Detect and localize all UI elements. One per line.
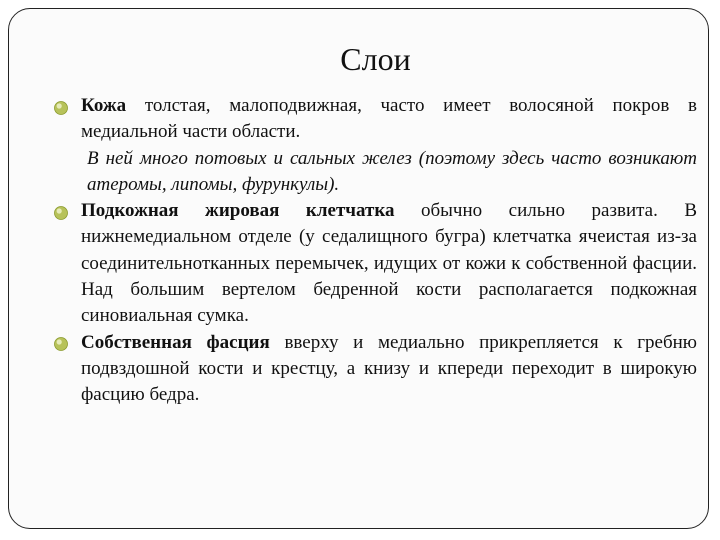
item-heading: Кожа: [81, 95, 127, 116]
bullet-item-fascia: [81, 330, 697, 409]
slide-frame: [8, 8, 709, 529]
item-text: вверху и медиально прикрепляется к гребню подвздошной кости и крестцу, а книзу и кпереди переходит в широкую фасцию бедра.: [81, 331, 697, 406]
item-text: толстая, малоподвижная, часто имеет волосяной покров в медиальной части области.: [81, 95, 697, 143]
bullet-icon: [54, 101, 68, 115]
bullet-icon: [54, 206, 68, 220]
bullet-item-subcutaneous-fat: [81, 198, 697, 329]
bullet-list: [81, 93, 697, 409]
item-heading: Собственная фасция: [81, 331, 270, 353]
item-text: обычно сильно развита. В нижнемедиальном отделе (у седалищного бугра) клетчатка ячеистая из-за соединительнотканных перемычек, идущих от кожи к собственной фасции. Над большим вертелом бедренной кости располагается подкожная синовиальная сумка.: [81, 200, 697, 327]
slide-title: Слои: [340, 41, 411, 77]
bullet-icon: [54, 337, 68, 351]
item-note: В ней много потовых и сальных желез (поэтому здесь часто возникают атеромы, липомы, фурункулы).: [87, 147, 697, 195]
item-heading: Подкожная жировая клетчатка: [81, 200, 395, 222]
bullet-item-skin: [81, 93, 697, 198]
